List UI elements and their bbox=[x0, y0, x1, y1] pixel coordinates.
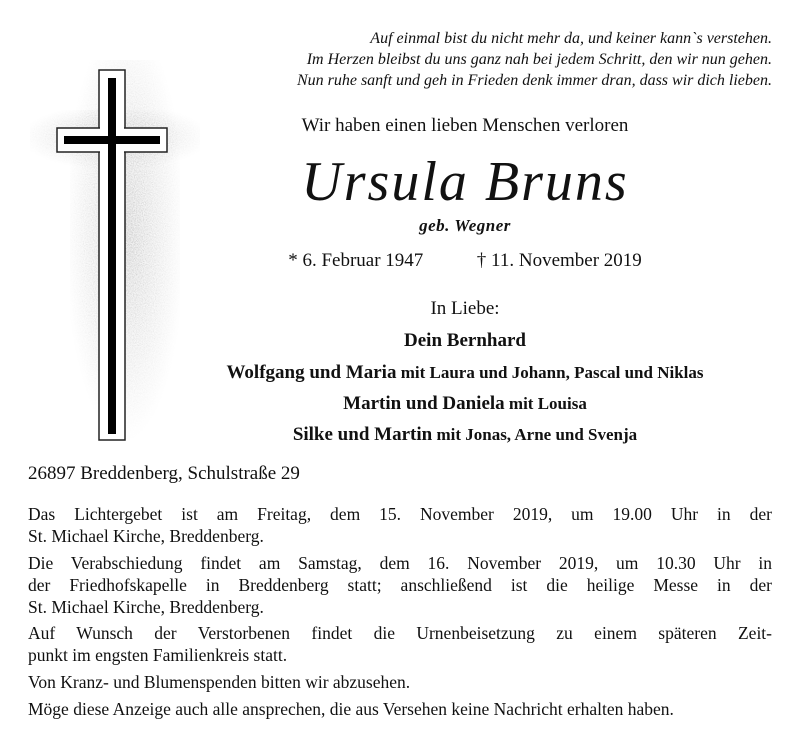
poem-line: Im Herzen bleibst du uns ganz nah bei jedem Schritt, den wir nun gehen. bbox=[306, 51, 772, 68]
family-line bbox=[180, 393, 750, 415]
family-with: mit Louisa bbox=[504, 394, 587, 413]
paragraph-line: der Friedhofskapelle in Breddenberg statt; anschließend ist die heilige Messe in der bbox=[28, 575, 772, 595]
family-main: Wolfgang und Maria bbox=[226, 362, 397, 383]
deceased-name: Ursula Bruns bbox=[301, 151, 629, 213]
paragraph-line: Auf Wunsch der Verstorbenen findet die Urnenbeisetzung zu einem späteren Zeit- bbox=[28, 623, 772, 643]
cross-icon bbox=[30, 60, 200, 450]
family-main: Martin und Daniela bbox=[343, 393, 505, 414]
paragraph-line: punkt im engsten Familienkreis statt. bbox=[28, 645, 288, 665]
family-with: mit Jonas, Arne und Svenja bbox=[432, 425, 638, 444]
family-line bbox=[180, 330, 750, 352]
paragraph-prayer bbox=[28, 503, 772, 547]
cross-graphic bbox=[30, 60, 200, 450]
paragraph-notice: Möge diese Anzeige auch alle ansprechen, die aus Versehen keine Nachricht erhalten haben. bbox=[28, 699, 674, 719]
family-main: Dein Bernhard bbox=[404, 330, 526, 351]
paragraph-farewell bbox=[28, 552, 772, 618]
life-dates bbox=[180, 250, 750, 272]
intro-line: Wir haben einen lieben Menschen verloren bbox=[301, 115, 629, 136]
paragraph-line: St. Michael Kirche, Breddenberg. bbox=[28, 526, 264, 546]
family-line bbox=[180, 424, 750, 446]
family-main: Silke und Martin bbox=[292, 424, 433, 445]
paragraph-line: Die Verabschiedung findet am Samstag, dem 16. November 2019, um 10.30 Uhr in bbox=[28, 553, 772, 573]
paragraph-line: St. Michael Kirche, Breddenberg. bbox=[28, 597, 264, 617]
birth-date: * 6. Februar 1947 bbox=[288, 250, 424, 271]
family-with: mit Laura und Johann, Pascal und Niklas bbox=[396, 363, 704, 382]
poem-line: Auf einmal bist du nicht mehr da, und keiner kann`s verstehen. bbox=[370, 30, 772, 47]
in-love-line: In Liebe: bbox=[430, 298, 500, 319]
paragraph-burial bbox=[28, 622, 772, 666]
paragraph-flowers: Von Kranz- und Blumenspenden bitten wir abzusehen. bbox=[28, 672, 411, 692]
maiden-name: geb. Wegner bbox=[419, 216, 511, 235]
poem-line: Nun ruhe sanft und geh in Frieden denk immer dran, dass wir dich lieben. bbox=[296, 72, 772, 89]
address: 26897 Breddenberg, Schulstraße 29 bbox=[28, 463, 300, 484]
death-date: † 11. November 2019 bbox=[476, 250, 642, 271]
poem bbox=[132, 28, 772, 91]
family-line bbox=[180, 362, 750, 384]
paragraph-line: Das Lichtergebet ist am Freitag, dem 15. November 2019, um 19.00 Uhr in der bbox=[28, 504, 772, 524]
